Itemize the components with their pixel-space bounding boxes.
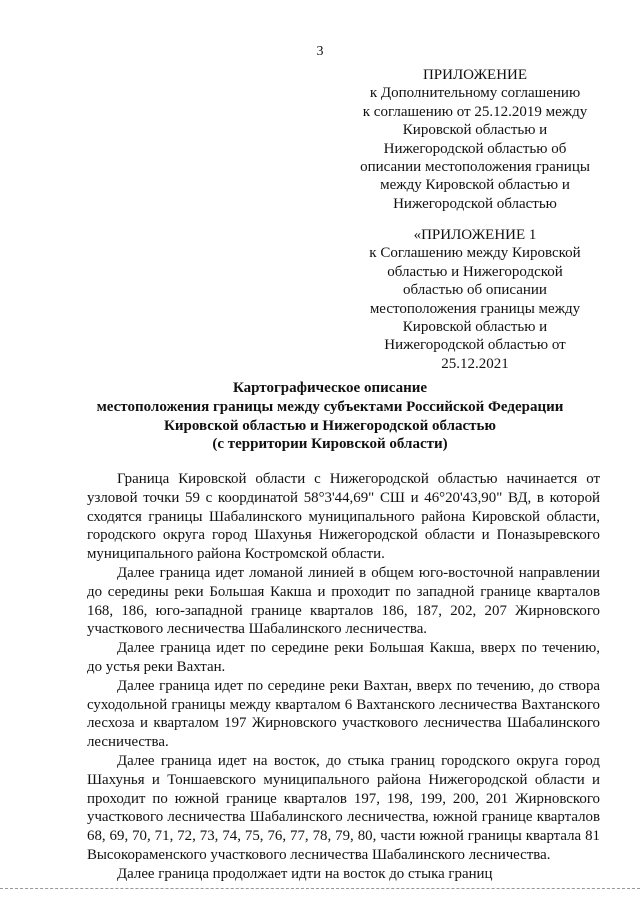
appendix-header-line: Нижегородской областью bbox=[393, 195, 557, 212]
page-bottom-divider bbox=[0, 888, 640, 889]
body-paragraph: Далее граница идет по середине реки Вахтан, вверх по течению, до створа суходольной границы между кварталом 6 Вахтанского лесничества Вахтанского лесхоза и кварталом 197 Жирновского участкового лесничества Шабалинского лесничества. bbox=[87, 677, 600, 751]
document-title bbox=[60, 379, 600, 454]
appendix-one-line: 25.12.2021 bbox=[441, 355, 509, 372]
body-paragraph: Далее граница идет на восток, до стыка границ городского округа город Шахунья и Тоншаевского муниципального района Нижегородской области и проходит по южной границе кварталов 197, 198, 199, 200, 201 Жирновского участкового лесничества Шабалинского лесничества, южной границе кварталов 68, 69, 70, 71, 72, 73, 74, 75, 76, 77, 78, 79, 80, части южной границы квартала 81 Высокораменского участкового лесничества Шабалинского лесничества. bbox=[87, 752, 600, 863]
appendix-header-line: Кировской областью и bbox=[402, 122, 548, 139]
document-body bbox=[87, 470, 600, 884]
appendix-one-line: Нижегородской областью от bbox=[384, 337, 566, 354]
page-number: 3 bbox=[316, 44, 324, 59]
appendix-one-line: Кировской областью и bbox=[402, 319, 548, 336]
body-paragraph: Граница Кировской области с Нижегородской областью начинается от узловой точки 59 с координатой 58°3'44,69" СШ и 46°20'43,90" ВД, в которой сходятся границы Шабалинского муниципального района Кировской области, городского округа город Шахунья Нижегородской области и Поназыревского муниципального района Костромской области. bbox=[87, 471, 600, 563]
appendix-one-line: областью об описании bbox=[403, 282, 547, 299]
appendix-header-line: между Кировской областью и bbox=[380, 177, 570, 194]
title-line: местоположения границы между субъектами Российской Федерации bbox=[96, 398, 564, 415]
appendix-header-line: ПРИЛОЖЕНИЕ bbox=[422, 67, 528, 83]
title-line: Кировской областью и Нижегородской областью bbox=[164, 417, 496, 434]
appendix-header bbox=[340, 66, 610, 213]
appendix-header-line: описании местоположения границы bbox=[360, 159, 590, 176]
body-paragraph: Далее граница идет по середине реки Большая Какша, вверх по течению, до устья реки Вахтан. bbox=[87, 640, 600, 675]
appendix-header-line: к Дополнительному соглашению bbox=[369, 85, 581, 102]
appendix-one-line: «ПРИЛОЖЕНИЕ 1 bbox=[413, 227, 537, 243]
title-line: (с территории Кировской области) bbox=[212, 436, 448, 453]
body-paragraph: Далее граница идет ломаной линией в общем юго-восточной направлении до середины реки Большая Какша и проходит по западной границе кварталов 168, 186, юго-западной границе кварталов 186, 187, 202, 207 Жирновского участкового лесничества Шабалинского лесничества. bbox=[87, 564, 600, 638]
body-paragraph: Далее граница продолжает идти на восток до стыка границ bbox=[117, 865, 493, 882]
title-line: Картографическое описание bbox=[232, 380, 428, 396]
appendix-one-header bbox=[340, 226, 610, 373]
appendix-one-line: местоположения границы между bbox=[369, 300, 581, 317]
appendix-header-line: к соглашению от 25.12.2019 между bbox=[362, 103, 588, 120]
appendix-one-line: к Соглашению между Кировской bbox=[369, 245, 581, 262]
appendix-header-line: Нижегородской областью об bbox=[383, 140, 567, 157]
appendix-one-line: областью и Нижегородской bbox=[387, 263, 563, 280]
